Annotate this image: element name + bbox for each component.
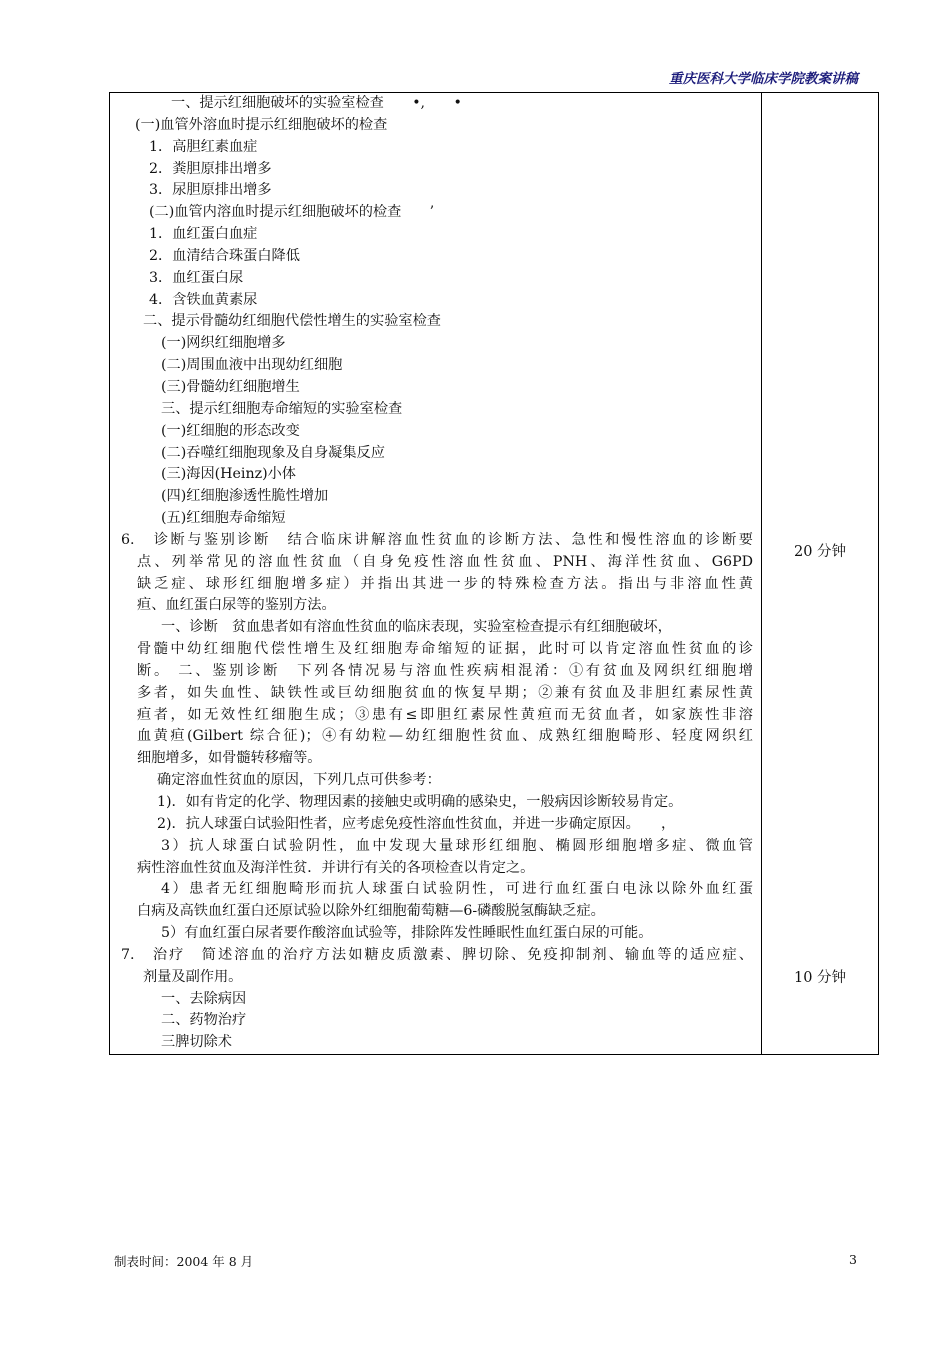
content-line: 4）患者无红细胞畸形而抗人球蛋白试验阴性，可进行血红蛋白电泳以除外血红蛋 bbox=[161, 881, 753, 898]
content-line: 点、列举常见的溶血性贫血（自身免疫性溶血性贫血、PNH、海洋性贫血、G6PD bbox=[137, 553, 753, 570]
content-line: (一)网织红细胞增多 bbox=[161, 335, 286, 352]
content-line: 2．粪胆原排出增多 bbox=[149, 160, 272, 177]
footer-date: 制表时间：2004 年 8 月 bbox=[114, 1254, 254, 1269]
content-line: 骨髓中幼红细胞代偿性增生及红细胞寿命缩短的证据，此时可以肯定溶血性贫血的诊 bbox=[137, 641, 753, 658]
content-line: (四)红细胞渗透性脆性增加 bbox=[161, 488, 329, 505]
content-line: 三、提示红细胞寿命缩短的实验室检查 bbox=[161, 400, 403, 417]
page-header-title: 重庆医科大学临床学院教案讲稿 bbox=[669, 71, 858, 87]
content-line: 4．含铁血黄素尿 bbox=[149, 291, 258, 308]
content-line: (三)骨髓幼红细胞增生 bbox=[161, 378, 300, 395]
content-line: 细胞增多，如骨髓转移瘤等。 bbox=[137, 750, 322, 767]
content-line: 二、提示骨髓幼红细胞代偿性增生的实验室检查 bbox=[143, 313, 441, 330]
content-line: 3．血红蛋白尿 bbox=[149, 269, 244, 286]
time-diagnosis: 20 分钟 bbox=[793, 544, 847, 560]
content-line: 3）抗人球蛋白试验阴性，血中发现大量球形红细胞、椭圆形细胞增多症、微血管 bbox=[161, 837, 753, 854]
content-line: 疸、血红蛋白尿等的鉴别方法。 bbox=[137, 597, 336, 614]
content-line: (五)红细胞寿命缩短 bbox=[161, 510, 286, 527]
content-line: (二)血管内溶血时提示红细胞破坏的检查 ’ bbox=[149, 204, 435, 221]
content-line: 一、去除病因 bbox=[161, 990, 247, 1007]
content-line: 2．血清结合珠蛋白降低 bbox=[149, 247, 300, 264]
content-line: 剂量及副作用。 bbox=[143, 968, 243, 985]
content-line: 断。 二、鉴别诊断 下列各情况易与溶血性疾病相混淆：①有贫血及网织红细胞增 bbox=[137, 662, 753, 679]
content-line: 一、提示红细胞破坏的实验室检查 •, • bbox=[171, 95, 462, 111]
content-line: 1)．如有肯定的化学、物理因素的接触史或明确的感染史，一般病因诊断较易肯定。 bbox=[157, 794, 683, 810]
lesson-content bbox=[119, 93, 753, 1054]
content-line: 1．血红蛋白血症 bbox=[149, 226, 258, 243]
lesson-table bbox=[109, 92, 879, 1055]
content-line: 2)．抗人球蛋白试验阳性者，应考虑免疫性溶血性贫血，并进一步确定原因。 ， bbox=[157, 815, 676, 832]
content-line: (二)周围血液中出现幼红细胞 bbox=[161, 357, 343, 374]
column-divider bbox=[761, 93, 762, 1054]
content-line: 一、诊断 贫血患者如有溶血性贫血的临床表现，实验室检查提示有红细胞破坏， bbox=[161, 619, 672, 636]
content-line: (一)血管外溶血时提示红细胞破坏的检查 bbox=[135, 116, 388, 133]
content-line: 多者，如失血性、缺铁性或巨幼细胞贫血的恢复早期；②兼有贫血及非胆红素尿性黄 bbox=[137, 684, 753, 701]
page-number: 3 bbox=[849, 1252, 857, 1267]
content-line: 二、药物治疗 bbox=[161, 1012, 247, 1029]
content-line: (二)吞噬红细胞现象及自身凝集反应 bbox=[161, 444, 385, 461]
content-line: 5）有血红蛋白尿者要作酸溶血试验等，排除阵发性睡眠性血红蛋白尿的可能。 bbox=[161, 925, 653, 942]
content-line: 白病及高铁血红蛋白还原试验以除外红细胞葡萄糖—6-磷酸脱氢酶缺乏症。 bbox=[137, 903, 605, 920]
content-line: 6. 诊断与鉴别诊断 结合临床讲解溶血性贫血的诊断方法、急性和慢性溶血的诊断要 bbox=[121, 531, 753, 548]
content-line: 缺乏症、球形红细胞增多症）并指出其进一步的特殊检查方法。指出与非溶血性黄 bbox=[137, 575, 753, 592]
content-line: 病性溶血性贫血及海洋性贫．并讲行有关的各项检查以肯定之。 bbox=[137, 859, 535, 876]
content-line: 血黄疸(Gilbert 综合征)；④有幼粒—幼红细胞性贫血、成熟红细胞畸形、轻度网织红 bbox=[137, 728, 753, 745]
content-line: 3．尿胆原排出增多 bbox=[149, 182, 272, 199]
content-line: 疸者，如无效性红细胞生成；③患有≤即胆红素尿性黄疸而无贫血者，如家族性非溶 bbox=[137, 706, 753, 723]
time-treatment: 10 分钟 bbox=[793, 970, 847, 986]
content-line: (三)海因(Heinz)小体 bbox=[161, 466, 296, 483]
content-line: 1．高胆红素血症 bbox=[149, 138, 258, 155]
content-line: (一)红细胞的形态改变 bbox=[161, 422, 300, 439]
content-line: 确定溶血性贫血的原因，下列几点可供参考： bbox=[157, 772, 441, 789]
content-line: 7. 治疗 简述溶血的治疗方法如糖皮质激素、脾切除、免疫抑制剂、输血等的适应症、 bbox=[121, 946, 753, 963]
content-line: 三脾切除术 bbox=[161, 1034, 232, 1051]
